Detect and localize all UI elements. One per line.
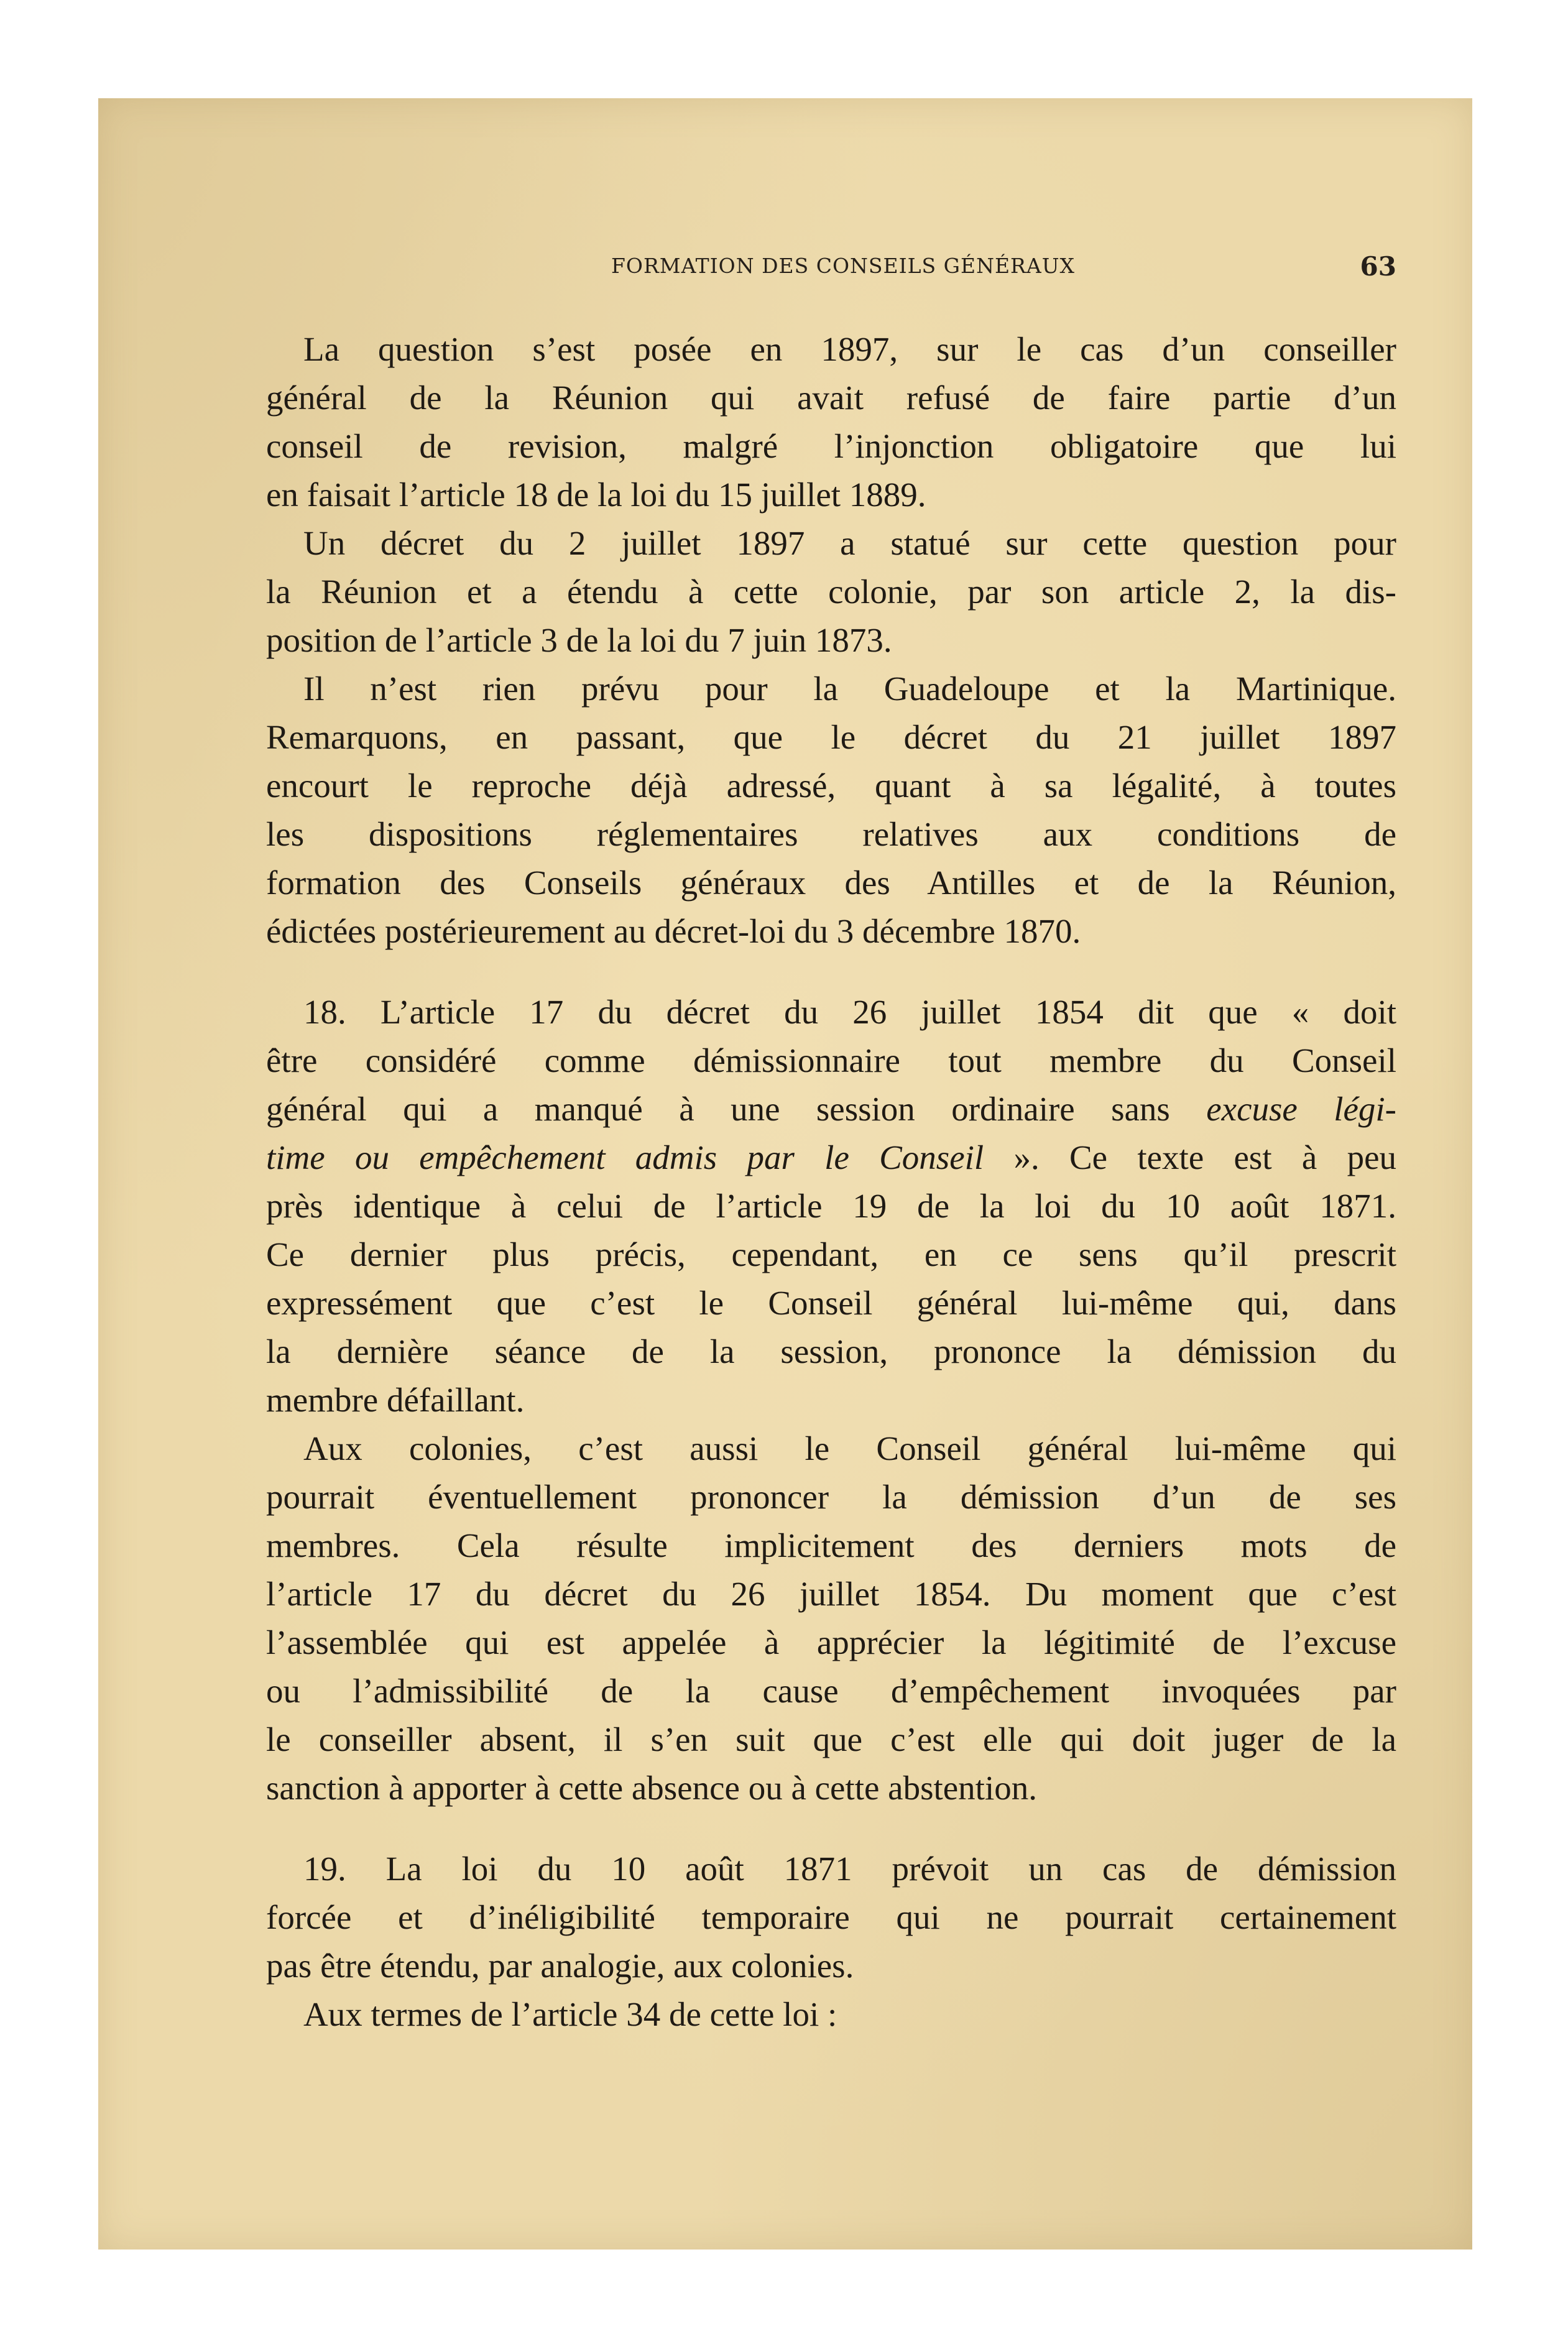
page-number: 63 <box>1360 251 1396 282</box>
text-line: les dispositions réglementaires relatives aux conditions de <box>266 815 1396 853</box>
book-page <box>98 98 1472 2250</box>
text-line: 18. L’article 17 du décret du 26 juillet 1854 dit que « doit <box>303 993 1396 1031</box>
paragraph-section-18 <box>266 988 1396 1424</box>
running-title: FORMATION DES CONSEILS GÉNÉRAUX <box>611 254 1076 278</box>
text-line: sanction à apporter à cette absence ou à cette abstention. <box>266 1769 1037 1807</box>
text-line: édictées postérieurement au décret-loi du 3 décembre 1870. <box>266 912 1081 950</box>
text-line: pourrait éventuellement prononcer la démission d’un de ses <box>266 1478 1396 1516</box>
text-line: forcée et d’inéligibilité temporaire qui ne pourrait certainement <box>266 1898 1396 1936</box>
text-line: La question s’est posée en 1897, sur le cas d’un conseiller <box>303 330 1396 368</box>
italic-fragment: time ou empêchement admis par le Conseil <box>266 1138 984 1176</box>
text-line: ou l’admissibilité de la cause d’empêchement invoquées par <box>266 1672 1396 1710</box>
paragraph-section-19 <box>266 1845 1396 1990</box>
italic-fragment: excuse légi- <box>1206 1090 1396 1128</box>
text-line <box>266 1085 1396 1133</box>
text-line: Aux termes de l’article 34 de cette loi : <box>303 1995 837 2033</box>
paragraph <box>266 519 1396 665</box>
text-line: position de l’article 3 de la loi du 7 juin 1873. <box>266 621 892 659</box>
text-line: Remarquons, en passant, que le décret du 21 juillet 1897 <box>266 718 1396 756</box>
text-line: l’assemblée qui est appelée à apprécier la légitimité de l’excuse <box>266 1623 1396 1661</box>
text-line: Il n’est rien prévu pour la Guadeloupe et la Martinique. <box>303 670 1396 708</box>
paragraph <box>266 1424 1396 1812</box>
text-line: 19. La loi du 10 août 1871 prévoit un cas de démission <box>303 1850 1396 1888</box>
text-line: être considéré comme démissionnaire tout membre du Conseil <box>266 1041 1396 1079</box>
text-line: le conseiller absent, il s’en suit que c’est elle qui doit juger de la <box>266 1720 1396 1758</box>
text-fragment: ». Ce texte est à peu <box>984 1138 1396 1176</box>
text-line: Un décret du 2 juillet 1897 a statué sur cette question pour <box>303 524 1396 562</box>
text-line: la dernière séance de la session, prononce la démission du <box>266 1332 1396 1370</box>
text-line: la Réunion et a étendu à cette colonie, par son article 2, la dis- <box>266 573 1396 611</box>
text-line: Aux colonies, c’est aussi le Conseil général lui-même qui <box>303 1429 1396 1467</box>
paragraph <box>266 665 1396 956</box>
text-line: membre défaillant. <box>266 1381 525 1419</box>
section-gap <box>266 1812 1396 1845</box>
text-line <box>266 1133 1396 1182</box>
text-line: pas être étendu, par analogie, aux colonies. <box>266 1947 854 1985</box>
page-header <box>266 251 1396 291</box>
paragraph <box>266 1990 1396 2039</box>
text-line: formation des Conseils généraux des Antilles et de la Réunion, <box>266 864 1396 902</box>
body-text <box>266 325 1396 2039</box>
text-fragment: général qui a manqué à une session ordinaire sans <box>266 1090 1207 1128</box>
text-line: membres. Cela résulte implicitement des derniers mots de <box>266 1526 1396 1564</box>
text-line: Ce dernier plus précis, cependant, en ce sens qu’il prescrit <box>266 1235 1396 1273</box>
text-line: près identique à celui de l’article 19 de la loi du 10 août 1871. <box>266 1187 1396 1225</box>
text-line: l’article 17 du décret du 26 juillet 1854. Du moment que c’est <box>266 1575 1396 1613</box>
text-line: en faisait l’article 18 de la loi du 15 juillet 1889. <box>266 476 926 514</box>
text-line: expressément que c’est le Conseil général lui-même qui, dans <box>266 1284 1396 1322</box>
text-line: conseil de revision, malgré l’injonction obligatoire que lui <box>266 427 1396 465</box>
text-line: encourt le reproche déjà adressé, quant à sa légalité, à toutes <box>266 767 1396 805</box>
paragraph <box>266 325 1396 519</box>
text-line: général de la Réunion qui avait refusé de faire partie d’un <box>266 379 1396 417</box>
section-gap <box>266 956 1396 988</box>
